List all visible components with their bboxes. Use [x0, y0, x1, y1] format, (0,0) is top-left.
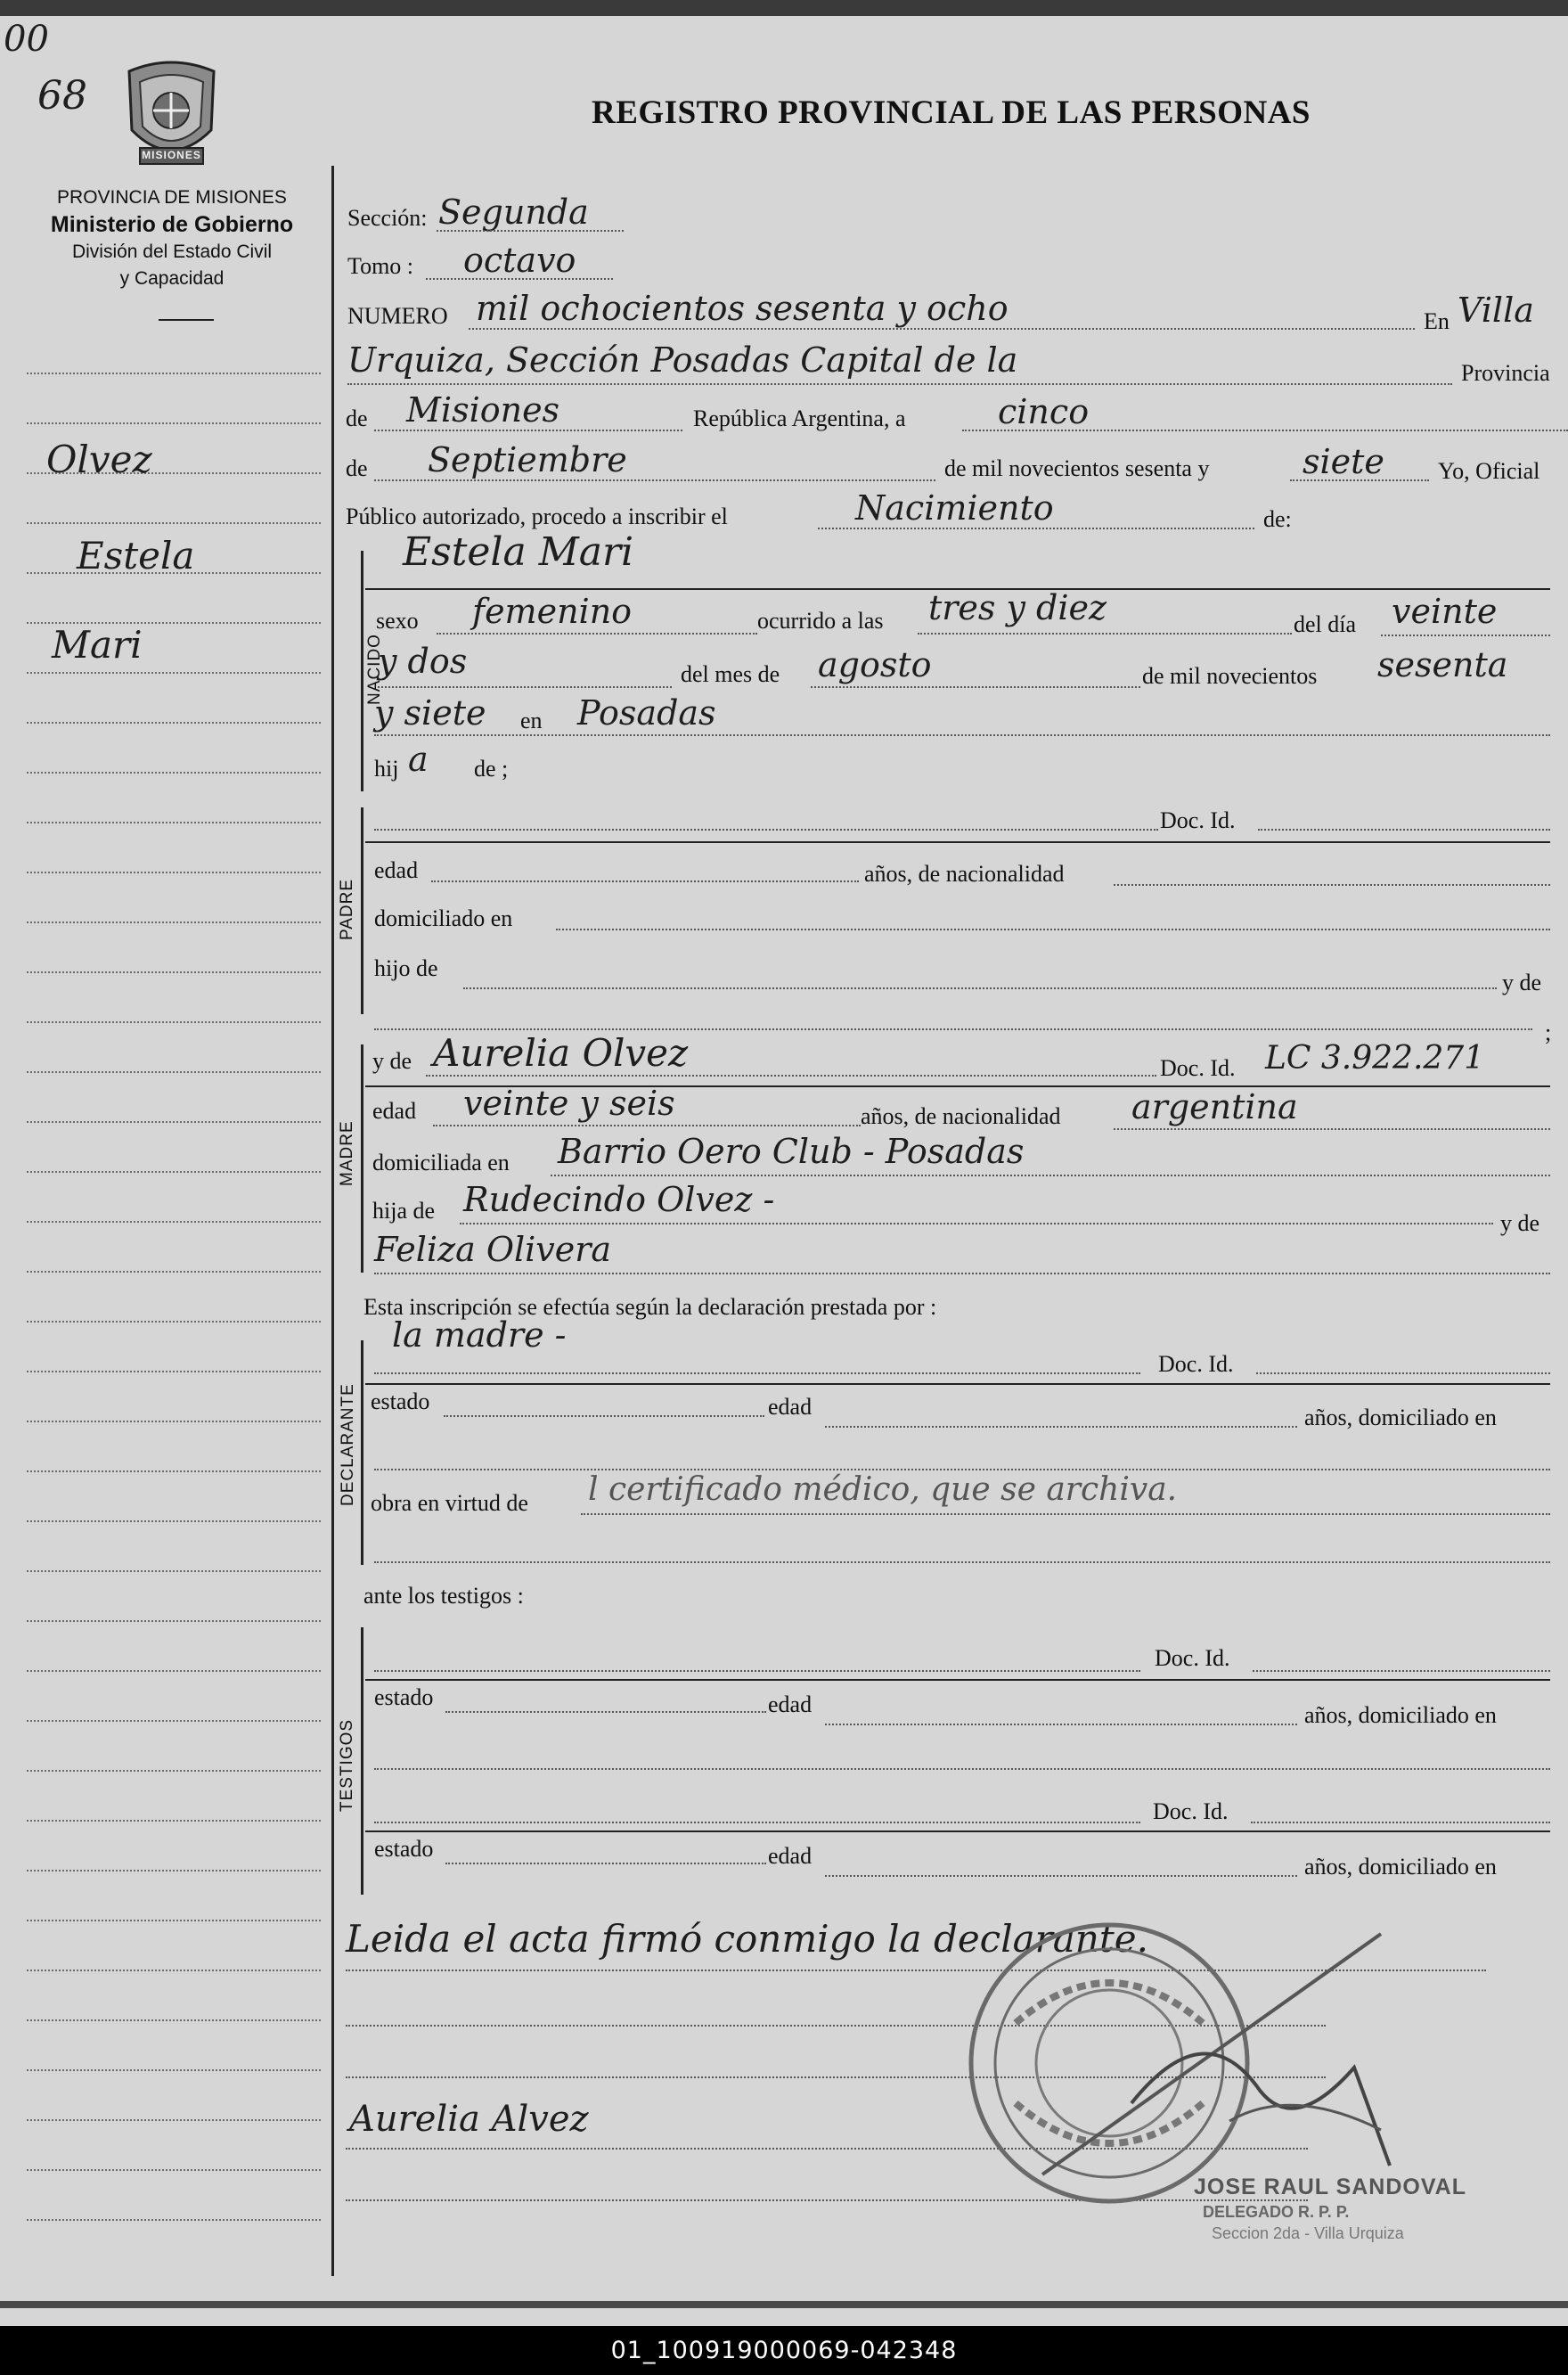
padre-anos-label: años, de nacionalidad: [864, 861, 1065, 887]
testigos-intro: ante los testigos :: [363, 1583, 524, 1609]
madre-doc-value: LC 3.922.271: [1265, 1040, 1485, 1077]
declarant-signature: Aurelia Alvez: [349, 2099, 589, 2140]
provincia-label: Provincia: [1461, 360, 1550, 386]
madre-edad-label: edad: [372, 1098, 417, 1124]
month-de-label: de: [346, 455, 368, 481]
testigo-1-edad-label: edad: [768, 1691, 813, 1717]
madre-y-de-label: y de: [372, 1048, 412, 1074]
margin-note-name-2: Mari: [52, 623, 143, 667]
hij-label: hij: [374, 756, 399, 782]
numero-value: mil ochocientos sesenta y ocho: [476, 289, 1009, 328]
year-label: de mil novecientos sesenta y: [944, 455, 1210, 481]
page-top-edge: [0, 0, 1568, 16]
province-de-label: de: [346, 405, 368, 431]
madre-edad-value: veinte y seis: [463, 1084, 675, 1123]
numero-label: NUMERO: [347, 303, 448, 329]
madre-nac-label: años, de nacionalidad: [861, 1103, 1061, 1129]
testigos-tab: TESTIGOS: [338, 1718, 356, 1812]
testigo-2-edad-label: edad: [768, 1843, 813, 1869]
sexo-value: femenino: [472, 592, 633, 631]
padre-edad-label: edad: [374, 857, 419, 883]
official-title: DELEGADO R. P. P.: [1203, 2203, 1350, 2221]
hij-de-label: de ;: [474, 756, 509, 782]
birth-year-label: de mil novecientos: [1142, 663, 1318, 689]
declarante-obra-value: l certificado médico, que se archiva.: [588, 1471, 1178, 1508]
tomo-value: octavo: [463, 241, 576, 280]
republica-label: República Argentina, a: [693, 405, 906, 431]
declarante-obra-label: obra en virtud de: [371, 1490, 528, 1516]
sexo-label: sexo: [376, 608, 419, 634]
declarante-edad-label: edad: [768, 1394, 813, 1420]
declarante-estado-label: estado: [371, 1388, 430, 1414]
madre-bracket: [361, 1044, 363, 1273]
madre-name: Aurelia Olvez: [433, 1031, 689, 1075]
time-value: tres y diez: [928, 588, 1107, 627]
seccion-value: Segunda: [438, 192, 589, 232]
issuer-province: PROVINCIA DE MISIONES: [57, 187, 287, 208]
margin-rule: [331, 166, 334, 2276]
birth-year-value-2: y siete: [374, 693, 486, 733]
birth-month-value: agosto: [818, 645, 932, 684]
oficial-label: Yo, Oficial: [1438, 458, 1540, 484]
misiones-crest: [120, 59, 223, 175]
day-value-1: veinte: [1392, 592, 1498, 631]
official-section: Seccion 2da - Villa Urquiza: [1212, 2224, 1404, 2242]
year-value: siete: [1303, 442, 1384, 481]
margin-note-surname: Olvez: [46, 438, 152, 481]
nacido-name: Estela Mari: [403, 529, 634, 575]
scan-id-footer: 01_100919000069-042348: [0, 2326, 1568, 2375]
nacido-tab: NACIDO: [365, 634, 384, 705]
madre-tab: MADRE: [338, 1120, 356, 1186]
document-title: REGISTRO PROVINCIAL DE LAS PERSONAS: [592, 94, 1311, 131]
publico-label: Público autorizado, procedo a inscribir el: [346, 504, 728, 529]
madre-nac-value: argentina: [1131, 1087, 1298, 1126]
padre-semicolon: ;: [1545, 1020, 1552, 1045]
declarante-tab: DECLARANTE: [339, 1383, 357, 1506]
madre-y-de-2: y de: [1500, 1210, 1540, 1236]
madre-hija-label: hija de: [372, 1198, 436, 1224]
en-label: En: [1424, 308, 1450, 334]
issuer-block: [16, 185, 328, 292]
padre-doc-label: Doc. Id.: [1160, 807, 1236, 833]
madre-father-value: Rudecindo Olvez -: [463, 1180, 775, 1219]
madre-domicilio-value: Barrio Oero Club - Posadas: [558, 1132, 1025, 1171]
issuer-division: División del Estado Civil: [71, 242, 273, 262]
tomo-label: Tomo :: [347, 253, 414, 279]
testigo-2-doc-label: Doc. Id.: [1153, 1798, 1229, 1824]
birth-en-label: en: [520, 708, 543, 733]
testigo-2-domicilio-label: años, domiciliado en: [1304, 1854, 1497, 1880]
birth-year-value-1: sesenta: [1377, 645, 1508, 684]
testigo-1-doc-label: Doc. Id.: [1155, 1645, 1230, 1671]
closing-note: Leida el acta firmó conmigo la declarante.: [346, 1917, 1148, 1961]
bottom-rule: [0, 2301, 1568, 2308]
province-value: Misiones: [406, 390, 560, 430]
madre-doc-label: Doc. Id.: [1160, 1055, 1236, 1081]
padre-hijo-label: hijo de: [374, 955, 438, 981]
declarante-domicilio-label: años, domiciliado en: [1304, 1405, 1497, 1430]
official-signature: [1025, 1907, 1408, 2192]
testigo-2-estado-label: estado: [374, 1836, 434, 1862]
testigos-bracket: [361, 1627, 363, 1895]
corner-mark-top: 00: [4, 19, 49, 60]
declarante-bracket: [361, 1340, 363, 1565]
testigo-1-estado-label: estado: [374, 1684, 434, 1710]
ocurrido-label: ocurrido a las: [757, 608, 884, 634]
padre-y-de-label: y de: [1502, 970, 1542, 995]
del-dia-label: del día: [1294, 611, 1357, 637]
corner-mark-sheet: 68: [37, 73, 87, 119]
crest-banner-text: MISIONES: [142, 149, 201, 161]
day-value-2: y dos: [378, 642, 468, 681]
birth-place-value: Posadas: [577, 693, 716, 733]
padre-tab: PADRE: [338, 878, 356, 940]
margin-note-name-1: Estela: [77, 534, 195, 577]
declarante-doc-label: Doc. Id.: [1158, 1351, 1234, 1377]
nacido-bracket: [361, 551, 363, 791]
place-value: Urquiza, Sección Posadas Capital de la: [347, 340, 1018, 380]
month-value: Septiembre: [428, 440, 627, 479]
madre-domicilio-label: domiciliada en: [372, 1150, 510, 1175]
padre-domicilio-label: domiciliado en: [374, 905, 513, 931]
declarante-name-value: la madre -: [392, 1315, 567, 1355]
issuer-ministry: Ministerio de Gobierno: [50, 212, 294, 237]
en-value: Villa: [1458, 291, 1534, 330]
hij-value: a: [408, 740, 429, 779]
del-mes-label: del mes de: [681, 661, 780, 687]
issuer-underline: [159, 319, 214, 321]
day-value: cinco: [998, 392, 1090, 431]
padre-bracket: [361, 807, 363, 1014]
declarante-intro: Esta inscripción se efectúa según la declaración prestada por :: [363, 1294, 937, 1320]
official-name: JOSE RAUL SANDOVAL: [1194, 2174, 1467, 2199]
act-de-label: de:: [1263, 506, 1292, 532]
madre-mother-value: Feliza Olivera: [374, 1230, 612, 1269]
seccion-label: Sección:: [347, 205, 428, 231]
testigo-1-domicilio-label: años, domiciliado en: [1304, 1702, 1497, 1728]
act-type-value: Nacimiento: [855, 488, 1054, 528]
issuer-division-2: y Capacidad: [119, 268, 225, 289]
